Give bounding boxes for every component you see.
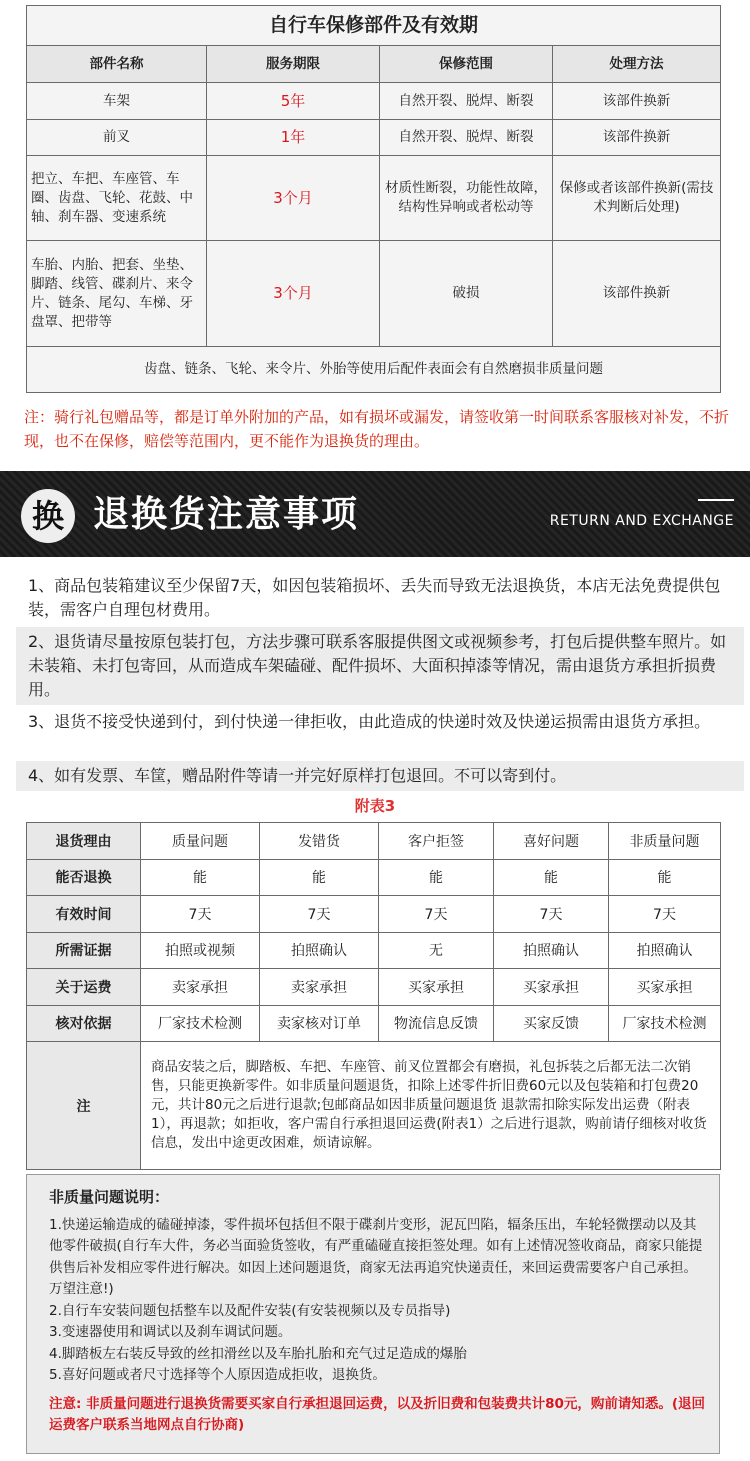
table-cell: 卖家核对订单 xyxy=(260,1005,379,1042)
table-cell: 能 xyxy=(494,859,609,896)
note-item: 4、如有发票、车筐，赠品附件等请一并完好原样打包退回。不可以寄到付。 xyxy=(16,761,744,791)
row-label-cell: 核对依据 xyxy=(27,1005,141,1042)
table-row xyxy=(27,1005,721,1042)
table-cell: 拍照确认 xyxy=(494,932,609,969)
warranty-table xyxy=(26,5,721,393)
non-quality-item: 1.快递运输造成的磕碰掉漆，零件损坏包括但不限于碟刹片变形，泥瓦凹陷，辐条压出，车轮轻微摆动以及其他零件破损(自行车大件，务必当面验货签收，有严重磕碰直接拒签处理。如有上述情况签收商品，商家只能提供售后补发相应零件进行解决。如因上述问题退货，商家无法再追究快递责任，来回运费需要客户自己承担。万望注意!) xyxy=(49,1216,703,1297)
table-row xyxy=(27,969,721,1006)
non-quality-title: 非质量问题说明： xyxy=(49,1188,170,1206)
part-cell: 车胎、内胎、把套、坐垫、脚踏、线管、碟刹片、来令片、链条、尾勾、车梯、牙盘罩、把带等 xyxy=(27,241,207,347)
return-policy-table xyxy=(26,822,721,1170)
table-cell: 拍照或视频 xyxy=(141,932,260,969)
non-quality-item: 3.变速器使用和调试以及刹车调试问题。 xyxy=(49,1324,292,1340)
non-quality-section xyxy=(26,1174,720,1454)
table-row xyxy=(27,823,721,860)
header-part: 部件名称 xyxy=(27,46,207,83)
table-cell: 拍照确认 xyxy=(260,932,379,969)
note-label-cell: 注 xyxy=(27,1042,141,1170)
table-cell: 非质量问题 xyxy=(609,823,721,860)
part-cell: 前叉 xyxy=(27,120,207,156)
header-method: 处理方法 xyxy=(553,46,721,83)
scope-cell: 破损 xyxy=(380,241,553,347)
table-row xyxy=(27,859,721,896)
row-label-cell: 有效时间 xyxy=(27,896,141,933)
non-quality-item: 5.喜好问题或者尺寸选择等个人原因造成拒收，退换货。 xyxy=(49,1367,386,1383)
table-cell: 物流信息反馈 xyxy=(379,1005,494,1042)
table-cell: 买家承担 xyxy=(609,969,721,1006)
scope-cell: 自然开裂、脱焊、断裂 xyxy=(380,83,553,120)
period-cell: 3个月 xyxy=(207,241,380,347)
note-item: 3、退货不接受快递到付，到付快递一律拒收，由此造成的快递时效及快递运损需由退货方承担。 xyxy=(28,712,711,731)
note-item: 1、商品包装箱建议至少保留7天，如因包装箱损坏、丢失而导致无法退换货，本店无法免费提供包装，需客户自理包材费用。 xyxy=(28,576,721,619)
table-cell: 厂家技术检测 xyxy=(141,1005,260,1042)
table-cell: 喜好问题 xyxy=(494,823,609,860)
warranty-footer: 齿盘、链条、飞轮、来令片、外胎等使用后配件表面会有自然磨损非质量问题 xyxy=(27,347,721,393)
row-label-cell: 退货理由 xyxy=(27,823,141,860)
table-row xyxy=(27,932,721,969)
table-cell: 卖家承担 xyxy=(141,969,260,1006)
non-quality-warning: 注意: 非质量问题进行退换货需要买家自行承担退回运费，以及折旧费和包装费共计80元，购前请知悉。(退回运费客户联系当地网点自行协商) xyxy=(49,1395,706,1433)
period-cell: 1年 xyxy=(207,120,380,156)
table-cell: 能 xyxy=(260,859,379,896)
non-quality-item: 4.脚踏板左右装反导致的丝扣滑丝以及车胎扎胎和充气过足造成的爆胎 xyxy=(49,1345,467,1362)
warranty-footer-row xyxy=(27,347,721,393)
appendix-title: 附表3 xyxy=(354,797,396,815)
row-label-cell: 关于运费 xyxy=(27,969,141,1006)
table-cell: 买家承担 xyxy=(379,969,494,1006)
period-cell: 3个月 xyxy=(207,156,380,241)
table-cell: 能 xyxy=(141,859,260,896)
table-row xyxy=(27,896,721,933)
table-row xyxy=(27,120,721,156)
table-cell: 能 xyxy=(609,859,721,896)
part-cell: 车架 xyxy=(27,83,207,120)
warranty-title: 自行车保修部件及有效期 xyxy=(27,6,721,46)
method-cell: 该部件换新 xyxy=(553,120,721,156)
table-cell: 无 xyxy=(379,932,494,969)
gift-note: 注：骑行礼包赠品等，都是订单外附加的产品，如有损坏或漏发，请签收第一时间联系客服核对补发，不折现，也不在保修，赔偿等范围内，更不能作为退换货的理由。 xyxy=(24,408,730,450)
banner-divider xyxy=(698,499,734,501)
table-note-row xyxy=(27,1042,721,1170)
part-cell: 把立、车把、车座管、车圈、齿盘、飞轮、花鼓、中轴、刹车器、变速系统 xyxy=(27,156,207,241)
table-cell: 7天 xyxy=(141,896,260,933)
banner-subtitle: RETURN AND EXCHANGE xyxy=(549,513,734,529)
header-scope: 保修范围 xyxy=(380,46,553,83)
method-cell: 保修或者该部件换新(需技术判断后处理) xyxy=(553,156,721,241)
period-cell: 5年 xyxy=(207,83,380,120)
table-cell: 买家反馈 xyxy=(494,1005,609,1042)
method-cell: 该部件换新 xyxy=(553,83,721,120)
table-cell: 质量问题 xyxy=(141,823,260,860)
method-cell: 该部件换新 xyxy=(553,241,721,347)
table-cell: 7天 xyxy=(379,896,494,933)
banner-title: 退换货注意事项 xyxy=(93,494,360,535)
table-cell: 7天 xyxy=(260,896,379,933)
table-row xyxy=(27,241,721,347)
scope-cell: 材质性断裂，功能性故障，结构性异响或者松动等 xyxy=(380,156,553,241)
table-row xyxy=(27,156,721,241)
scope-cell: 自然开裂、脱焊、断裂 xyxy=(380,120,553,156)
header-period: 服务期限 xyxy=(207,46,380,83)
table-cell: 7天 xyxy=(609,896,721,933)
table-cell: 买家承担 xyxy=(494,969,609,1006)
table-cell: 发错货 xyxy=(260,823,379,860)
row-label-cell: 能否退换 xyxy=(27,859,141,896)
table-cell: 卖家承担 xyxy=(260,969,379,1006)
table-cell: 客户拒签 xyxy=(379,823,494,860)
table-row xyxy=(27,83,721,120)
note-text-cell: 商品安装之后，脚踏板、车把、车座管、前叉位置都会有磨损，礼包拆装之后都无法二次销售，只能更换新零件。如非质量问题退货，扣除上述零件折旧费60元以及包装箱和打包费20元，共计80元之后进行退款;包邮商品如因非质量问题退货 退款需扣除实际发出运费（附表1），再退款；如拒收，客户需自行承担退回运费(附表1）之后进行退款，购前请仔细核对收货信息，发出中途更改困难，烦请谅解。 xyxy=(141,1042,721,1170)
note-item: 2、退货请尽量按原包装打包，方法步骤可联系客服提供图文或视频参考，打包后提供整车照片。如未装箱、未打包寄回，从而造成车架磕碰、配件损坏、大面积掉漆等情况，需由退货方承担折损费用。 xyxy=(16,627,744,705)
table-cell: 厂家技术检测 xyxy=(609,1005,721,1042)
warranty-header-row xyxy=(27,46,721,83)
table-cell: 能 xyxy=(379,859,494,896)
exchange-badge-icon: 换 xyxy=(21,489,75,543)
table-cell: 7天 xyxy=(494,896,609,933)
row-label-cell: 所需证据 xyxy=(27,932,141,969)
non-quality-item: 2.自行车安装问题包括整车以及配件安装(有安装视频以及专员指导) xyxy=(49,1302,451,1319)
table-cell: 拍照确认 xyxy=(609,932,721,969)
